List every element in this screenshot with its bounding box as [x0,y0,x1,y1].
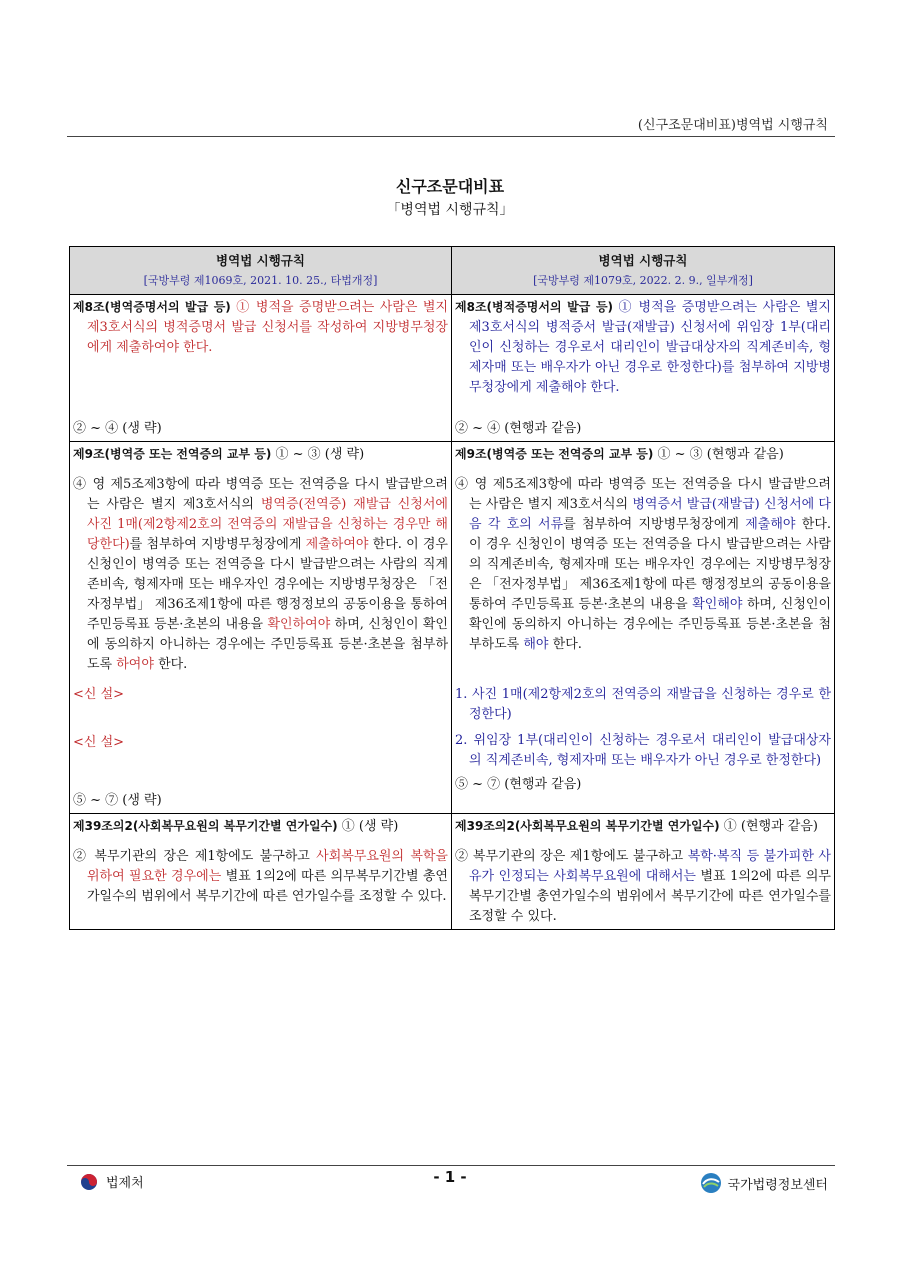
header-rule [67,136,835,137]
table-row [70,442,835,814]
table-header-row [70,247,835,295]
new-article-39-2 [452,814,835,930]
old-column-sub: [국방부령 제1069호, 2021. 10. 25., 타법개정] [143,274,378,287]
document-subtitle: 「병역법 시행규칙」 [386,202,514,218]
heading-rest: ① (생 략) [337,819,399,834]
law-center-logo-icon [700,1172,722,1194]
paragraph-4: ④ 영 제5조제3항에 따라 병역증 또는 전역증을 다시 발급받으려는 사람은 별지 제3호서식의 병역증(전역증) 재발급 신청서에 사진 1매(제2항제2호의 전역증의 재발급을 신청하는 경우만 해당한다)를 첨부하여 지방병무청장에게 제출하여야 한다. 이 경우 신청인이 병역증 또는 전역증을 다시 발급받으려는 사람의 직계존비속, 형제자매 또는 배우자인 경우에는 지방병무청장은 「전자정부법」 제36조제1항에 따른 행정정보의 공동이용을 통하여 주민등록표 등본·초본의 내용을 확인하여야 하며, 신청인이 확인에 동의하지 아니하는 경우에는 주민등록표 등본·초본을 첨부하도록 하여야 한다. [73,477,448,672]
new-article-9 [452,442,835,814]
document-title: 신구조문대비표 [395,177,505,196]
page-number: - 1 - [433,1168,467,1186]
article-heading: 제8조(병적증명서의 발급 등) [455,300,614,314]
paragraph-4: ④ 영 제5조제3항에 따라 병역증 또는 전역증을 다시 발급받으려는 사람은 별지 제3호서식의 병역증서 발급(재발급) 신청서에 다음 각 호의 서류를 첨부하여 지방병무청장에게 제출해야 한다. 이 경우 신청인이 병역증 또는 전역증을 다시 발급받으려는 사람의 직계존비속, 형제자매 또는 배우자인 경우에는 지방병무청장은 「전자정부법」 제36조제1항에 따른 행정정보의 공동이용을 통하여 주민등록표 등본·초본의 내용을 확인해야 하며, 신청인이 확인에 동의하지 아니하는 경우에는 주민등록표 등본·초본을 첨부하도록 해야 한다. [455,477,832,652]
omitted-clauses: ② ~ ④ (생 략) [73,421,162,436]
new-column-title: 병역법 시행규칙 [598,253,688,268]
changed-text: 사람은 별지 제3호서식의 병적증서 발급(재발급) 신청서에 위임장 1부(대리인이 신청하는 경우로서 대리인이 발급대상자의 직계존비속, 형제자매 또는 배우자가 아닌 경우로 한정한다)를 첨부하여 지방병무청장에게 제출해야 한다. [469,300,831,395]
old-column-header [70,247,452,295]
paragraph-2: ② 복무기관의 장은 제1항에도 불구하고 사회복무요원의 복학을 위하여 필요한 경우에는 별표 1의2에 따른 의무복무기간별 총연가일수의 범위에서 복무기간에 따른 연가일수를 조정할 수 있다. [73,849,448,904]
old-article-9 [70,442,452,814]
running-header: (신구조문대비표)병역법 시행규칙 [637,118,828,133]
changed-text: ① 병적을 증명받으려는 사람은 별지 제3호서식의 병적증명서 발급 신청서를 작성하여 지방병무청장에게 제출하여야 한다. [87,300,449,355]
new-article-8 [452,295,835,442]
heading-rest: ① ~ ③ (생 략) [271,447,365,462]
article-heading: 제9조(병역증 또는 전역증의 교부 등) [455,447,654,461]
item-1: 1. 사진 1매(제2항제2호의 전역증의 재발급을 신청하는 경우로 한정한다) [455,687,831,722]
omitted-clauses: ② ~ ④ (현행과 같음) [455,421,582,436]
new-column-header [452,247,835,295]
old-column-title: 병역법 시행규칙 [216,253,305,268]
article-heading: 제9조(병역증 또는 전역증의 교부 등) [73,447,272,461]
footer-right [700,1172,828,1194]
article-heading: 제39조의2(사회복무요원의 복무기간별 연가일수) [73,819,338,833]
old-article-39-2 [70,814,452,930]
article-heading: 제8조(병역증명서의 발급 등) [73,300,231,314]
footer-center-name: 국가법령정보센터 [727,1177,828,1193]
new-provision-2: <신 설> [73,735,125,750]
comparison-table [69,246,835,930]
footer-org: 법제처 [106,1176,144,1191]
heading-rest: ① ~ ③ (현행과 같음) [653,447,784,462]
item-2: 2. 위임장 1부(대리인이 신청하는 경우로서 대리인이 발급대상자의 직계존비속, 형제자매 또는 배우자가 아닌 경우로 한정한다) [455,733,831,768]
omitted-clauses: ⑤ ~ ⑦ (현행과 같음) [455,777,582,792]
changed-text-a: ① 병적을 증명받으려는 [613,300,763,315]
paragraph-2: ② 복무기관의 장은 제1항에도 불구하고 복학·복직 등 불가피한 사유가 인정되는 사회복무요원에 대해서는 별표 1의2에 따른 의무복무기간별 총연가일수의 범위에서 복무기간에 따른 연가일수를 조정할 수 있다. [455,849,831,924]
omitted-clauses: ⑤ ~ ⑦ (생 략) [73,793,162,808]
new-provision-1: <신 설> [73,687,125,702]
table-row [70,295,835,442]
article-heading: 제39조의2(사회복무요원의 복무기간별 연가일수) [455,819,720,833]
table-row [70,814,835,930]
footer-rule [67,1165,835,1166]
heading-rest: ① (현행과 같음) [719,819,818,834]
new-column-sub: [국방부령 제1079호, 2022. 2. 9., 일부개정] [533,274,753,287]
old-article-8 [70,295,452,442]
